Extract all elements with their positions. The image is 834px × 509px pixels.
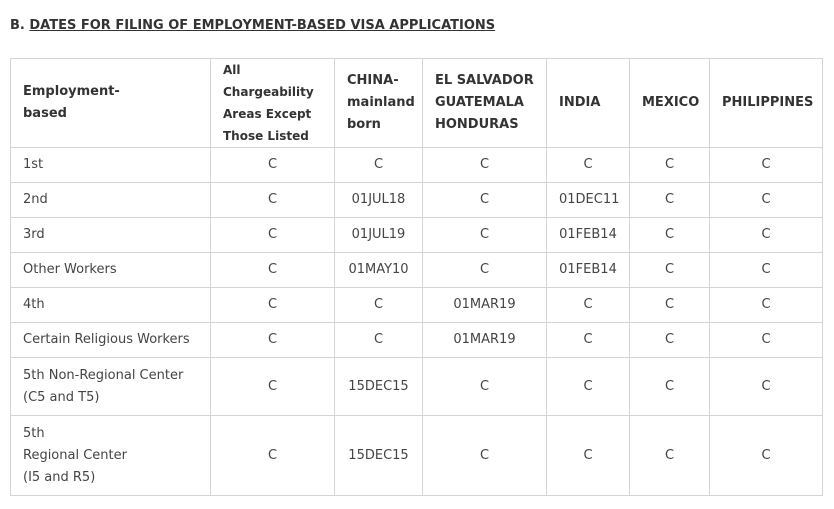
cell-central-america: C (423, 218, 547, 253)
cell-philippines: C (710, 148, 823, 183)
row-category: 5th Non-Regional Center (C5 and T5) (11, 358, 211, 416)
row-category: 4th (11, 288, 211, 323)
cell-central-america: 01MAR19 (423, 323, 547, 358)
cell-philippines: C (710, 183, 823, 218)
table-row (11, 218, 823, 253)
cell-india: 01FEB14 (547, 253, 630, 288)
cell-all-areas: C (211, 358, 335, 416)
visa-dates-table (10, 58, 823, 496)
row-category: 3rd (11, 218, 211, 253)
cell-mexico: C (630, 323, 710, 358)
cell-central-america: C (423, 148, 547, 183)
header-central-america: EL SALVADOR GUATEMALA HONDURAS (423, 59, 547, 148)
cell-india: C (547, 416, 630, 496)
cell-mexico: C (630, 148, 710, 183)
cell-mexico: C (630, 218, 710, 253)
table-row (11, 358, 823, 416)
cell-central-america: C (423, 416, 547, 496)
cell-central-america: 01MAR19 (423, 288, 547, 323)
cell-india: 01DEC11 (547, 183, 630, 218)
header-row (11, 59, 823, 148)
header-china: CHINA- mainland born (335, 59, 423, 148)
header-all-chargeability: All Chargeability Areas Except Those Listed (211, 59, 335, 148)
cell-central-america: C (423, 253, 547, 288)
row-category: 2nd (11, 183, 211, 218)
cell-central-america: C (423, 358, 547, 416)
cell-all-areas: C (211, 148, 335, 183)
section-heading (10, 18, 495, 33)
row-category: 5th Regional Center (I5 and R5) (11, 416, 211, 496)
cell-india: C (547, 148, 630, 183)
cell-mexico: C (630, 253, 710, 288)
section-title-link[interactable]: DATES FOR FILING OF EMPLOYMENT-BASED VISA APPLICATIONS (29, 18, 496, 33)
table-row (11, 288, 823, 323)
cell-philippines: C (710, 253, 823, 288)
cell-all-areas: C (211, 183, 335, 218)
cell-mexico: C (630, 416, 710, 496)
cell-india: C (547, 288, 630, 323)
cell-china: 15DEC15 (335, 358, 423, 416)
cell-all-areas: C (211, 218, 335, 253)
row-category: Certain Religious Workers (11, 323, 211, 358)
table-row (11, 323, 823, 358)
section-prefix: B. (10, 18, 25, 33)
table-row (11, 253, 823, 288)
cell-philippines: C (710, 218, 823, 253)
cell-china: C (335, 323, 423, 358)
cell-mexico: C (630, 358, 710, 416)
header-india: INDIA (547, 59, 630, 148)
cell-central-america: C (423, 183, 547, 218)
table-row (11, 148, 823, 183)
cell-china: 01MAY10 (335, 253, 423, 288)
cell-all-areas: C (211, 323, 335, 358)
cell-philippines: C (710, 416, 823, 496)
cell-philippines: C (710, 323, 823, 358)
cell-all-areas: C (211, 253, 335, 288)
table-row (11, 416, 823, 496)
cell-china: 01JUL18 (335, 183, 423, 218)
cell-india: 01FEB14 (547, 218, 630, 253)
table-row (11, 183, 823, 218)
row-category: 1st (11, 148, 211, 183)
header-category: Employment- based (11, 59, 211, 148)
cell-china: C (335, 288, 423, 323)
cell-philippines: C (710, 288, 823, 323)
cell-china: 15DEC15 (335, 416, 423, 496)
cell-all-areas: C (211, 416, 335, 496)
cell-china: 01JUL19 (335, 218, 423, 253)
header-philippines: PHILIPPINES (710, 59, 823, 148)
cell-mexico: C (630, 183, 710, 218)
cell-mexico: C (630, 288, 710, 323)
cell-india: C (547, 323, 630, 358)
cell-all-areas: C (211, 288, 335, 323)
cell-china: C (335, 148, 423, 183)
header-mexico: MEXICO (630, 59, 710, 148)
cell-india: C (547, 358, 630, 416)
cell-philippines: C (710, 358, 823, 416)
row-category: Other Workers (11, 253, 211, 288)
